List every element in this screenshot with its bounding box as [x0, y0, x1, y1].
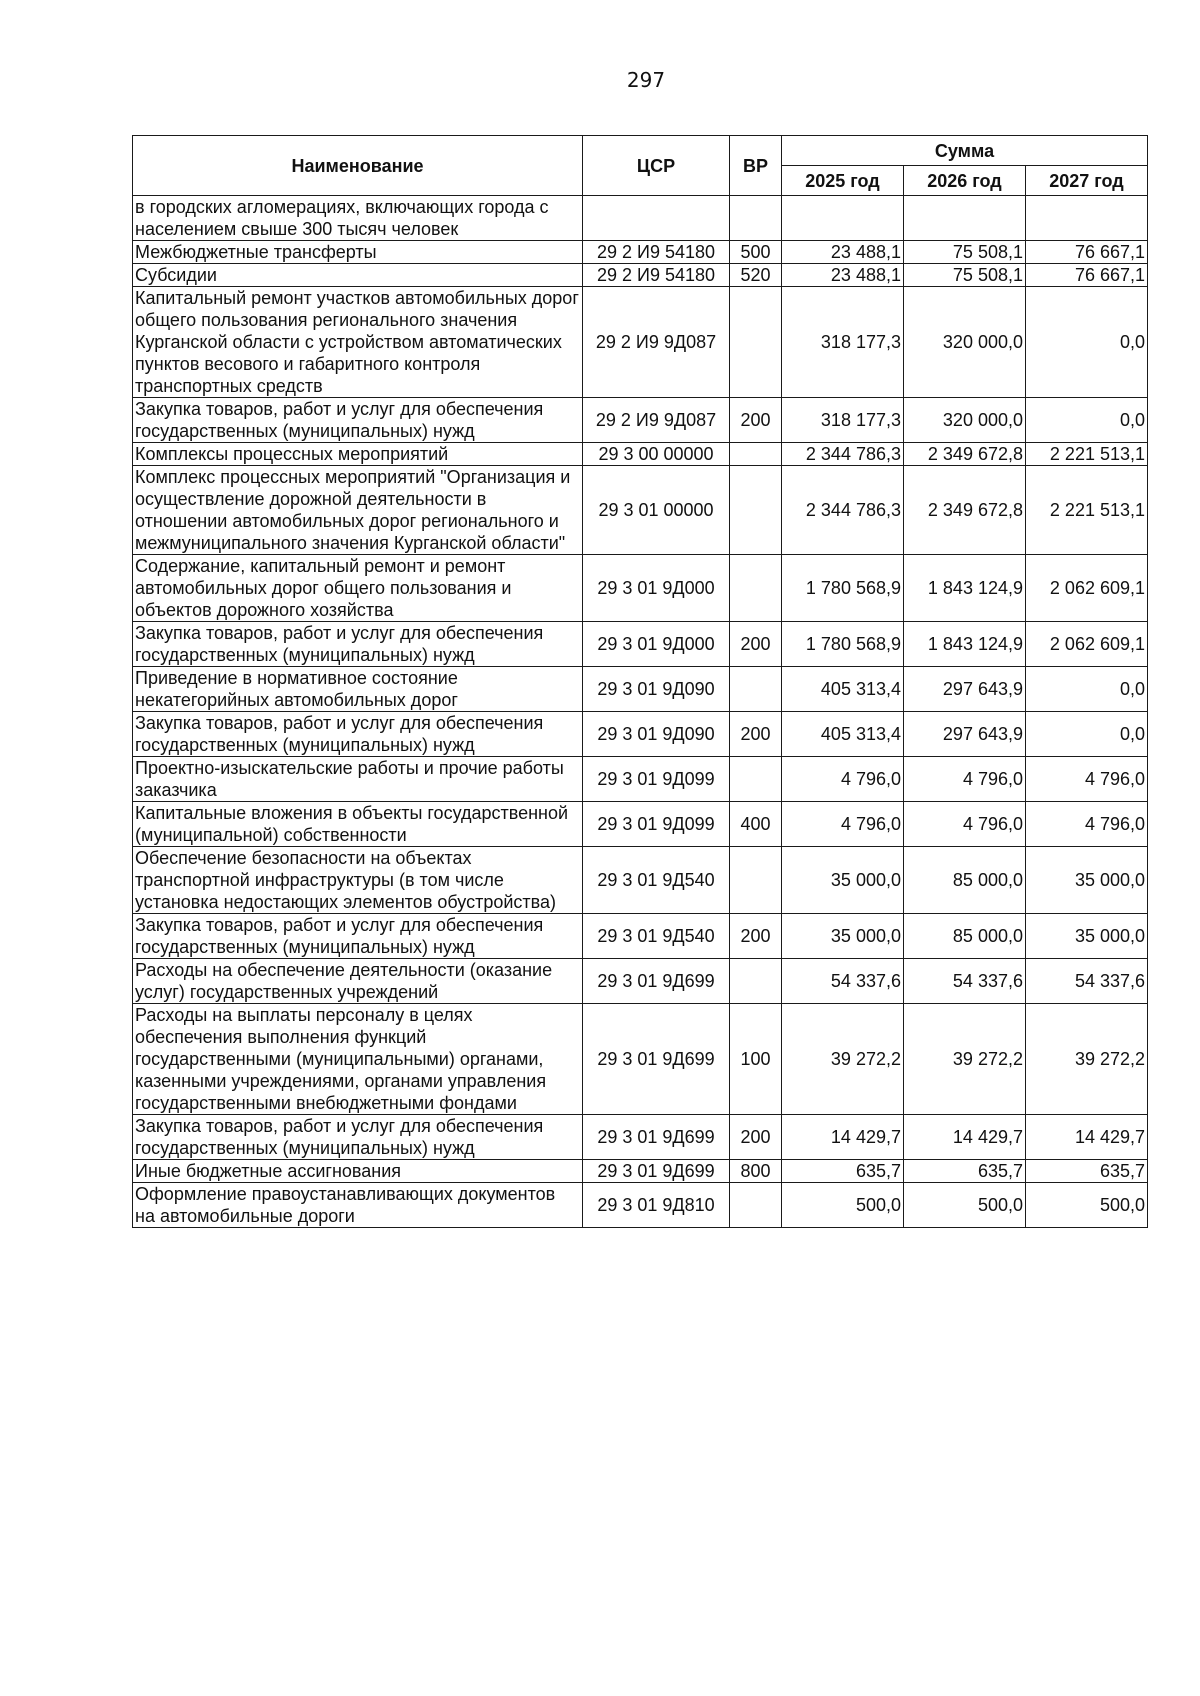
row-value-2027: 500,0 — [1026, 1183, 1148, 1228]
row-csr: 29 3 01 9Д090 — [583, 712, 730, 757]
table-row — [133, 443, 1148, 466]
row-value-2027: 35 000,0 — [1026, 847, 1148, 914]
row-csr: 29 3 01 9Д699 — [583, 1115, 730, 1160]
row-value-2027: 54 337,6 — [1026, 959, 1148, 1004]
row-value-2025: 14 429,7 — [782, 1115, 904, 1160]
row-value-2027: 35 000,0 — [1026, 914, 1148, 959]
table-row — [133, 914, 1148, 959]
table-row — [133, 1115, 1148, 1160]
row-value-2027 — [1026, 196, 1148, 241]
row-value-2025: 39 272,2 — [782, 1004, 904, 1115]
row-value-2026: 4 796,0 — [904, 757, 1026, 802]
header-sum: Сумма — [782, 136, 1148, 166]
row-csr: 29 3 01 9Д540 — [583, 914, 730, 959]
row-csr: 29 3 01 00000 — [583, 466, 730, 555]
table-row — [133, 802, 1148, 847]
row-value-2027: 0,0 — [1026, 398, 1148, 443]
header-csr: ЦСР — [583, 136, 730, 196]
row-csr: 29 3 01 9Д099 — [583, 757, 730, 802]
row-name: Проектно-изыскательские работы и прочие работы заказчика — [133, 757, 583, 802]
row-value-2027: 2 062 609,1 — [1026, 622, 1148, 667]
row-name: Обеспечение безопасности на объектах транспортной инфраструктуры (в том числе установка недостающих элементов обустройства) — [133, 847, 583, 914]
row-value-2026: 320 000,0 — [904, 287, 1026, 398]
row-value-2027: 2 221 513,1 — [1026, 443, 1148, 466]
row-name: Комплексы процессных мероприятий — [133, 443, 583, 466]
row-value-2027: 0,0 — [1026, 287, 1148, 398]
row-value-2026: 2 349 672,8 — [904, 466, 1026, 555]
row-value-2026: 1 843 124,9 — [904, 622, 1026, 667]
row-csr: 29 3 01 9Д099 — [583, 802, 730, 847]
row-csr: 29 3 00 00000 — [583, 443, 730, 466]
row-value-2025: 318 177,3 — [782, 398, 904, 443]
row-vr — [730, 555, 782, 622]
row-value-2026: 39 272,2 — [904, 1004, 1026, 1115]
row-value-2027: 635,7 — [1026, 1160, 1148, 1183]
row-vr — [730, 1183, 782, 1228]
row-value-2025: 35 000,0 — [782, 914, 904, 959]
row-csr: 29 2 И9 9Д087 — [583, 287, 730, 398]
row-csr: 29 3 01 9Д699 — [583, 1004, 730, 1115]
row-csr: 29 3 01 9Д810 — [583, 1183, 730, 1228]
header-year-2026: 2026 год — [904, 166, 1026, 196]
row-name: Закупка товаров, работ и услуг для обеспечения государственных (муниципальных) нужд — [133, 914, 583, 959]
row-name: Закупка товаров, работ и услуг для обеспечения государственных (муниципальных) нужд — [133, 622, 583, 667]
row-value-2027: 76 667,1 — [1026, 241, 1148, 264]
row-value-2025: 635,7 — [782, 1160, 904, 1183]
row-name: Расходы на выплаты персоналу в целях обеспечения выполнения функций государственными (муниципальными) органами, казенными учреждениями, органами управления государственными внебюджетными фондами — [133, 1004, 583, 1115]
table-row — [133, 241, 1148, 264]
row-vr: 200 — [730, 712, 782, 757]
row-value-2027: 0,0 — [1026, 712, 1148, 757]
row-name: Содержание, капитальный ремонт и ремонт автомобильных дорог общего пользования и объектов дорожного хозяйства — [133, 555, 583, 622]
row-name: Расходы на обеспечение деятельности (оказание услуг) государственных учреждений — [133, 959, 583, 1004]
row-name: Комплекс процессных мероприятий "Организация и осуществление дорожной деятельности в отношении автомобильных дорог регионального и межмуниципального значения Курганской области" — [133, 466, 583, 555]
budget-table — [132, 135, 1148, 1228]
row-value-2026: 2 349 672,8 — [904, 443, 1026, 466]
table-row — [133, 264, 1148, 287]
row-value-2025: 54 337,6 — [782, 959, 904, 1004]
row-value-2026: 1 843 124,9 — [904, 555, 1026, 622]
table-row — [133, 622, 1148, 667]
row-csr: 29 2 И9 54180 — [583, 241, 730, 264]
table-row — [133, 667, 1148, 712]
row-csr: 29 3 01 9Д540 — [583, 847, 730, 914]
row-vr — [730, 667, 782, 712]
row-vr: 500 — [730, 241, 782, 264]
row-value-2027: 14 429,7 — [1026, 1115, 1148, 1160]
header-year-2025: 2025 год — [782, 166, 904, 196]
row-vr: 400 — [730, 802, 782, 847]
table-row — [133, 1183, 1148, 1228]
row-value-2026: 4 796,0 — [904, 802, 1026, 847]
row-vr — [730, 847, 782, 914]
row-value-2025: 405 313,4 — [782, 712, 904, 757]
row-vr: 520 — [730, 264, 782, 287]
table-row — [133, 1004, 1148, 1115]
row-csr: 29 3 01 9Д000 — [583, 622, 730, 667]
row-csr: 29 2 И9 9Д087 — [583, 398, 730, 443]
row-vr: 200 — [730, 622, 782, 667]
table-row — [133, 466, 1148, 555]
row-csr: 29 2 И9 54180 — [583, 264, 730, 287]
row-value-2025: 318 177,3 — [782, 287, 904, 398]
row-name: Оформление правоустанавливающих документов на автомобильные дороги — [133, 1183, 583, 1228]
row-value-2025: 23 488,1 — [782, 264, 904, 287]
row-csr: 29 3 01 9Д000 — [583, 555, 730, 622]
row-value-2027: 2 221 513,1 — [1026, 466, 1148, 555]
row-value-2027: 39 272,2 — [1026, 1004, 1148, 1115]
row-value-2026: 320 000,0 — [904, 398, 1026, 443]
row-value-2027: 4 796,0 — [1026, 802, 1148, 847]
row-vr: 800 — [730, 1160, 782, 1183]
row-value-2026 — [904, 196, 1026, 241]
row-value-2026: 75 508,1 — [904, 241, 1026, 264]
row-value-2025: 1 780 568,9 — [782, 555, 904, 622]
row-name: Межбюджетные трансферты — [133, 241, 583, 264]
row-value-2026: 14 429,7 — [904, 1115, 1026, 1160]
row-value-2025: 4 796,0 — [782, 802, 904, 847]
row-vr — [730, 196, 782, 241]
row-vr: 200 — [730, 1115, 782, 1160]
row-value-2027: 0,0 — [1026, 667, 1148, 712]
row-value-2025: 4 796,0 — [782, 757, 904, 802]
row-csr — [583, 196, 730, 241]
row-value-2026: 85 000,0 — [904, 914, 1026, 959]
row-value-2025: 2 344 786,3 — [782, 466, 904, 555]
table-row — [133, 847, 1148, 914]
row-name: Закупка товаров, работ и услуг для обеспечения государственных (муниципальных) нужд — [133, 712, 583, 757]
row-name: Иные бюджетные ассигнования — [133, 1160, 583, 1183]
row-value-2025: 405 313,4 — [782, 667, 904, 712]
row-vr — [730, 757, 782, 802]
row-value-2026: 54 337,6 — [904, 959, 1026, 1004]
row-name: Приведение в нормативное состояние некатегорийных автомобильных дорог — [133, 667, 583, 712]
table-body — [133, 196, 1148, 1228]
header-vr: ВР — [730, 136, 782, 196]
table-row — [133, 398, 1148, 443]
row-value-2025: 1 780 568,9 — [782, 622, 904, 667]
row-name: в городских агломерациях, включающих города с населением свыше 300 тысяч человек — [133, 196, 583, 241]
row-value-2025: 35 000,0 — [782, 847, 904, 914]
row-value-2027: 76 667,1 — [1026, 264, 1148, 287]
row-value-2025: 23 488,1 — [782, 241, 904, 264]
row-value-2026: 500,0 — [904, 1183, 1026, 1228]
row-name: Капитальный ремонт участков автомобильных дорог общего пользования регионального значения Курганской области с устройством автоматических пунктов весового и габаритного контроля транспортных средств — [133, 287, 583, 398]
row-name: Капитальные вложения в объекты государственной (муниципальной) собственности — [133, 802, 583, 847]
table-row — [133, 959, 1148, 1004]
table-row — [133, 196, 1148, 241]
row-name: Субсидии — [133, 264, 583, 287]
row-vr — [730, 959, 782, 1004]
row-value-2026: 85 000,0 — [904, 847, 1026, 914]
row-name: Закупка товаров, работ и услуг для обеспечения государственных (муниципальных) нужд — [133, 398, 583, 443]
row-value-2025 — [782, 196, 904, 241]
table-row — [133, 287, 1148, 398]
row-value-2025: 2 344 786,3 — [782, 443, 904, 466]
row-csr: 29 3 01 9Д699 — [583, 959, 730, 1004]
row-vr: 200 — [730, 398, 782, 443]
table-row — [133, 555, 1148, 622]
row-value-2026: 297 643,9 — [904, 712, 1026, 757]
row-value-2027: 2 062 609,1 — [1026, 555, 1148, 622]
row-value-2027: 4 796,0 — [1026, 757, 1148, 802]
row-vr — [730, 466, 782, 555]
row-vr — [730, 287, 782, 398]
row-vr: 100 — [730, 1004, 782, 1115]
table-row — [133, 757, 1148, 802]
row-csr: 29 3 01 9Д699 — [583, 1160, 730, 1183]
row-csr: 29 3 01 9Д090 — [583, 667, 730, 712]
row-value-2026: 297 643,9 — [904, 667, 1026, 712]
row-value-2026: 635,7 — [904, 1160, 1026, 1183]
row-value-2026: 75 508,1 — [904, 264, 1026, 287]
row-vr: 200 — [730, 914, 782, 959]
header-name: Наименование — [133, 136, 583, 196]
header-year-2027: 2027 год — [1026, 166, 1148, 196]
row-value-2025: 500,0 — [782, 1183, 904, 1228]
table-row — [133, 1160, 1148, 1183]
page-number: 297 — [626, 68, 666, 92]
table-row — [133, 712, 1148, 757]
row-vr — [730, 443, 782, 466]
row-name: Закупка товаров, работ и услуг для обеспечения государственных (муниципальных) нужд — [133, 1115, 583, 1160]
